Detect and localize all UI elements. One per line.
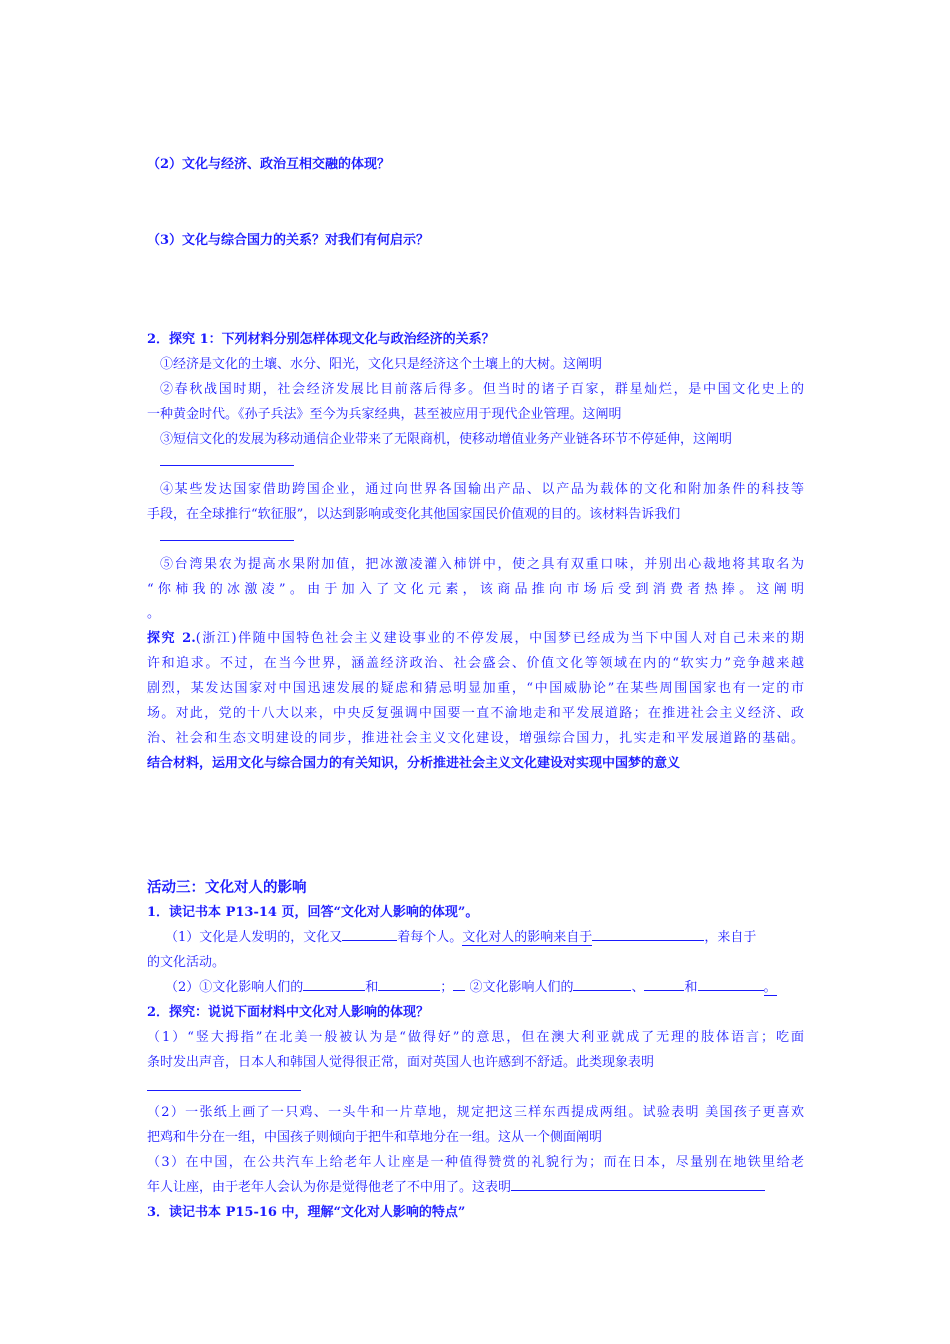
blank-field[interactable] — [453, 976, 465, 991]
activity3-q1: 1．读记书本 P13-14 页，回答“文化对人影响的体现”。 — [147, 905, 479, 920]
question-2: （2）文化与经济、政治互相交融的体现？ — [147, 157, 391, 172]
explore2-label: 探究 2. — [147, 631, 196, 646]
explore1-item5-line2: “你柿我的冰激凌”。由于加入了文化元素，该商品推向市场后受到消费者热捧。这阐明 — [147, 582, 804, 597]
material2-line1: （2）一张纸上画了一只鸡、一头牛和一片草地，规定把这三样东西提成两组。试验表明 美国孩子更喜欢 — [147, 1105, 804, 1120]
q1-2-text-c: ； — [440, 980, 454, 995]
q1-2-text-f: 和 — [684, 980, 698, 995]
explore2-line3: 剧烈，某发达国家对中国迅速发展的疑虑和猜忌明显加重，“中国威胁论”在某些周围国家也有一定的市 — [147, 681, 804, 696]
explore2-text: (浙江)伴随中国特色社会主义建设事业的不停发展，中国梦已经成为当下中国人对自己未来的期 — [195, 631, 804, 646]
activity3-q2: 2．探究：说说下面材料中文化对人影响的体现？ — [147, 1005, 430, 1020]
blank-field[interactable] — [592, 926, 704, 941]
explore1-item3: ③短信文化的发展为移动通信企业带来了无限商机，使移动增值业务产业链各环节不停延伸，这阐明 — [160, 432, 733, 447]
blank-field[interactable] — [303, 976, 365, 991]
explore2-line4: 场。对此，党的十八大以来，中央反复强调中国要一直不渝地走和平发展道路；在推进社会主义经济、政 — [147, 706, 804, 721]
q1-2-text-e: 、 — [631, 980, 645, 995]
material3-line2 — [147, 1176, 765, 1195]
q1-1-text-c: 文化对人的影响来自于 — [462, 930, 593, 945]
q1-2-text-a: （2）①文化影响人们的 — [165, 980, 304, 995]
blank-field[interactable] — [698, 976, 764, 991]
q1-1-text-a: （1）文化是人发明的，文化又 — [165, 930, 343, 945]
explore1-item2-line1: ②春秋战国时期，社会经济发展比目前落后得多。但当时的诸子百家，群星灿烂，是中国文化史上的 — [160, 382, 804, 397]
explore2-task: 结合材料，运用文化与综合国力的有关知识，分析推进社会主义文化建设对实现中国梦的意义 — [147, 756, 681, 771]
blank-field[interactable] — [378, 976, 440, 991]
answer-line[interactable] — [160, 465, 294, 466]
activity3-q1-1 — [165, 926, 756, 945]
q1-1-text-d: ，来自于 — [704, 930, 757, 945]
blank-field[interactable] — [644, 976, 684, 991]
blank-field[interactable] — [511, 1176, 765, 1191]
explore1-item2-line2: 一种黄金时代。《孙子兵法》至今为兵家经典，甚至被应用于现代企业管理。这阐明 — [147, 407, 622, 422]
explore2-line5: 治、社会和生态文明建设的同步，推进社会主义文化建设，增强综合国力，扎实走和平发展道路的基础。 — [147, 731, 804, 746]
activity3-heading: 活动三：文化对人的影响 — [147, 879, 307, 896]
explore2-line1 — [147, 627, 804, 646]
blank-field[interactable] — [573, 976, 631, 991]
q1-2-text-b: 和 — [365, 980, 379, 995]
material2-line2: 把鸡和牛分在一组，中国孩子则倾向于把牛和草地分在一组。这从一个侧面阐明 — [147, 1130, 603, 1145]
activity3-q3: 3．读记书本 P15-16 中，理解“文化对人影响的特点” — [147, 1205, 466, 1220]
explore1-title: 2．探究 1：下列材料分别怎样体现文化与政治经济的关系？ — [147, 332, 495, 347]
blank-field[interactable] — [342, 926, 397, 941]
answer-line[interactable] — [160, 540, 294, 541]
explore1-item4-line1: ④某些发达国家借助跨国企业，通过向世界各国输出产品、以产品为载体的文化和附加条件的科技等 — [160, 482, 804, 497]
activity3-q1-2 — [165, 976, 777, 995]
explore1-item5-line1: ⑤台湾果农为提高水果附加值，把冰激凌灌入柿饼中，使之具有双重口味，并别出心裁地将其取名为 — [160, 557, 804, 572]
activity3-q1-1-cont: 的文化活动。 — [147, 955, 226, 970]
explore1-item5-line3: 。 — [147, 606, 161, 621]
material3-line1: （3）在中国，在公共汽车上给老年人让座是一种值得赞赏的礼貌行为；而在日本，尽量别在地铁里给老 — [147, 1155, 804, 1170]
explore2-line2: 许和追求。不过，在当今世界，涵盖经济政治、社会盛会、价值文化等领域在内的“软实力”竞争越来越 — [147, 656, 804, 671]
material1-line1: （1）“竖大拇指”在北美一般被认为是“做得好”的意思，但在澳大利亚就成了无理的肢体语言；吃面 — [147, 1030, 804, 1045]
material3-text: 年人让座，由于老年人会认为你是觉得他老了不中用了。这表明 — [147, 1180, 512, 1195]
material1-line2: 条时发出声音，日本人和韩国人觉得很正常，面对英国人也许感到不舒适。此类现象表明 — [147, 1055, 655, 1070]
q1-2-text-d: ②文化影响人们的 — [469, 980, 574, 995]
explore1-item1: ①经济是文化的土壤、水分、阳光，文化只是经济这个土壤上的大树。这阐明 — [160, 357, 603, 372]
explore1-item4-line2: 手段，在全球推行“软征服”，以达到影响或变化其他国家国民价值观的目的。该材料告诉我们 — [147, 507, 681, 522]
q1-1-text-b: 着每个人。 — [397, 930, 463, 945]
answer-line[interactable] — [147, 1090, 301, 1091]
q1-2-text-g: 。 — [763, 980, 777, 995]
question-3: （3）文化与综合国力的关系？对我们有何启示？ — [147, 233, 430, 248]
